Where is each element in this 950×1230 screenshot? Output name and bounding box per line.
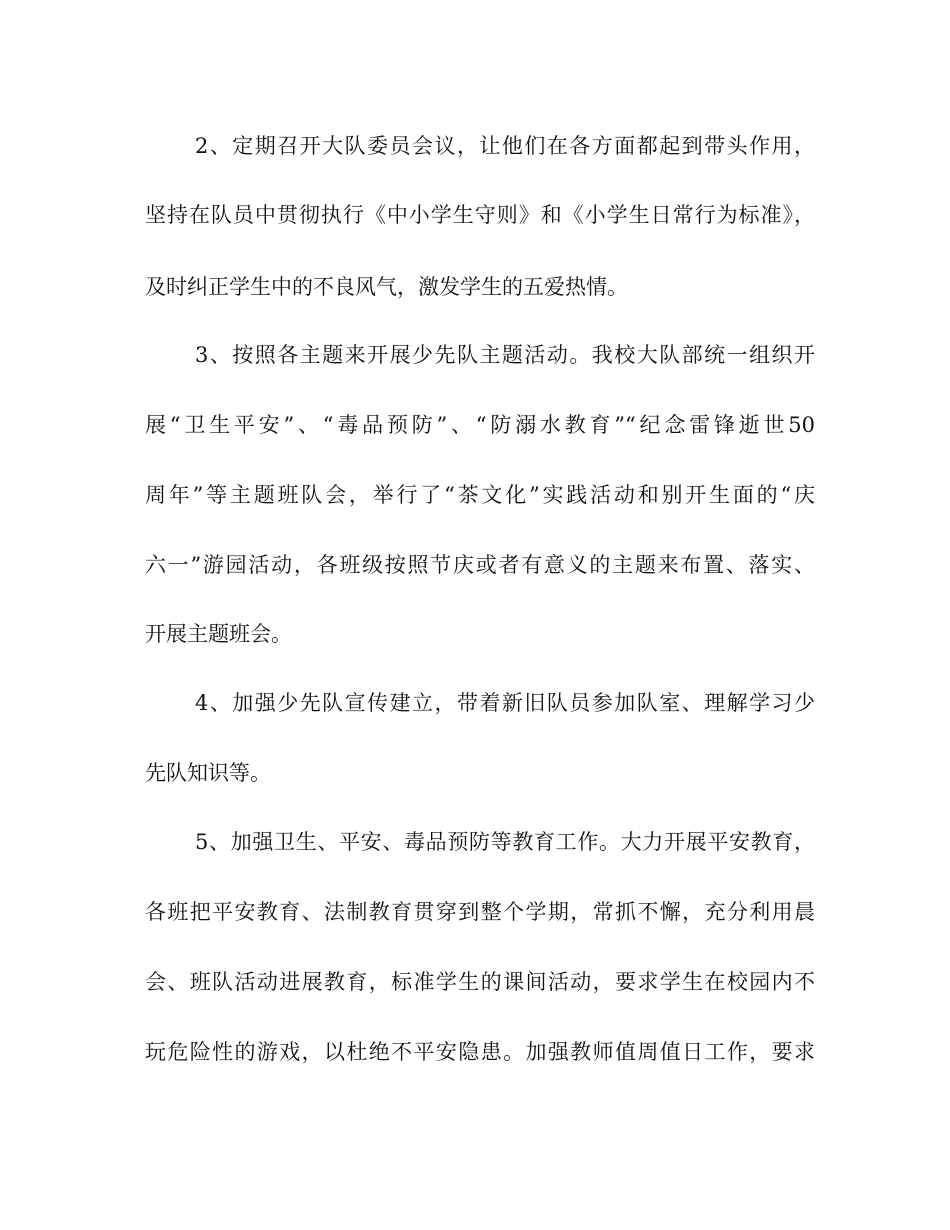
paragraph-5-line-2: 各班把平安教育、法制教育贯穿到整个学期，常抓不懈，充分利用晨 xyxy=(145,900,815,924)
paragraph-3-line-2: 展“卫生平安”、“毒品预防”、“防溺水教育”“纪念雷锋逝世50 xyxy=(145,413,815,437)
paragraph-3-line-5: 开展主题班会。 xyxy=(145,622,292,646)
paragraph-4-line-1: 4、加强少先队宣传建立，带着新旧队员参加队室、理解学习少 xyxy=(195,691,815,715)
paragraph-3-line-1: 3、按照各主题来开展少先队主题活动。我校大队部统一组织开 xyxy=(195,343,815,367)
paragraph-2-line-3: 及时纠正学生中的不良风气，激发学生的五爱热情。 xyxy=(145,275,628,299)
paragraph-2-line-1: 2、定期召开大队委员会议，让他们在各方面都起到带头作用， xyxy=(195,134,815,158)
paragraph-3-line-4: 六一”游园活动，各班级按照节庆或者有意义的主题来布置、落实、 xyxy=(145,553,815,577)
paragraph-5-line-4: 玩危险性的游戏，以杜绝不平安隐患。加强教师值周值日工作，要求 xyxy=(145,1040,815,1064)
paragraph-5-line-3: 会、班队活动进展教育，标准学生的课间活动，要求学生在校园内不 xyxy=(145,970,815,994)
paragraph-3-line-3: 周年”等主题班队会，举行了“茶文化”实践活动和别开生面的“庆 xyxy=(145,483,815,507)
paragraph-2-line-2: 坚持在队员中贯彻执行《中小学生守则》和《小学生日常行为标准》， xyxy=(145,203,815,227)
paragraph-4-line-2: 先队知识等。 xyxy=(145,761,271,785)
paragraph-5-line-1: 5、加强卫生、平安、毒品预防等教育工作。大力开展平安教育， xyxy=(195,830,815,854)
